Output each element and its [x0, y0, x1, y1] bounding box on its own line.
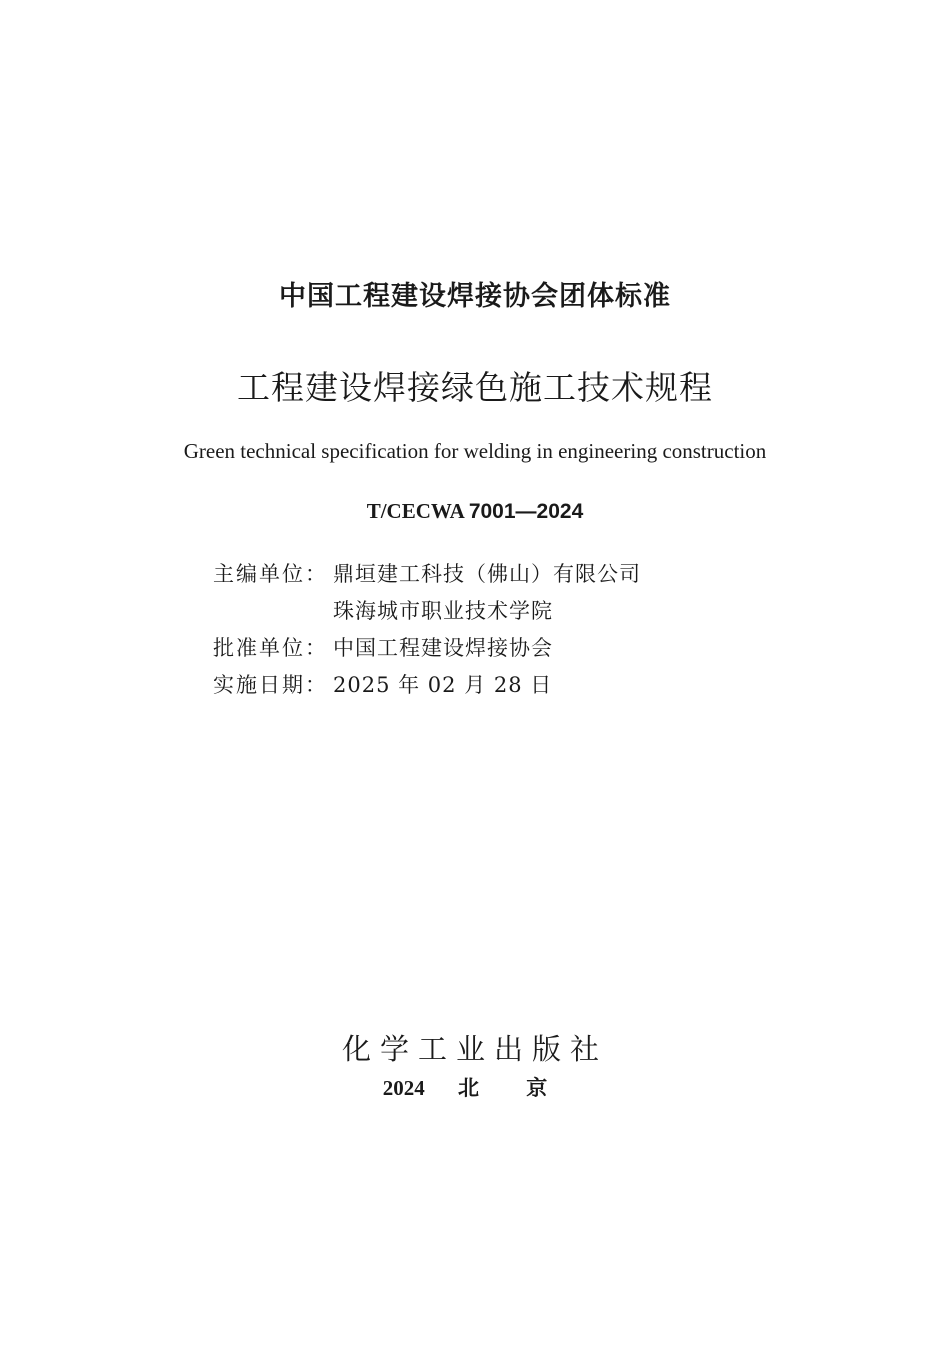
approver-row [213, 630, 641, 667]
standard-code-prefix: T/CECWA [366, 499, 464, 523]
editor-label-spacer [213, 593, 333, 630]
publication-year: 2024 [382, 1076, 425, 1100]
approver-value: 中国工程建设焊接协会 [333, 636, 553, 660]
standard-code [0, 499, 950, 524]
english-title: Green technical specification for welding in engineering construction [183, 439, 767, 463]
publication-city: 北 京 [458, 1076, 568, 1100]
info-block [213, 556, 641, 704]
date-label: 实施日期： [213, 673, 328, 697]
series-title: 中国工程建设焊接协会团体标准 [279, 281, 671, 312]
editor-row-2 [213, 593, 641, 630]
approver-label: 批准单位： [213, 636, 328, 660]
editor-value-1: 鼎垣建工科技（佛山）有限公司 [333, 562, 641, 586]
standard-code-number: 7001—2024 [468, 500, 584, 523]
editor-value-2: 珠海城市职业技术学院 [333, 599, 553, 623]
date-row [213, 667, 641, 704]
publication-line [0, 1072, 950, 1102]
main-title: 工程建设焊接绿色施工技术规程 [237, 368, 713, 407]
date-value: 2025 年 02 月 28 日 [333, 673, 553, 697]
editor-label: 主编单位： [213, 562, 328, 586]
editor-row [213, 556, 641, 593]
publisher-name: 化学工业出版社 [341, 1032, 608, 1066]
